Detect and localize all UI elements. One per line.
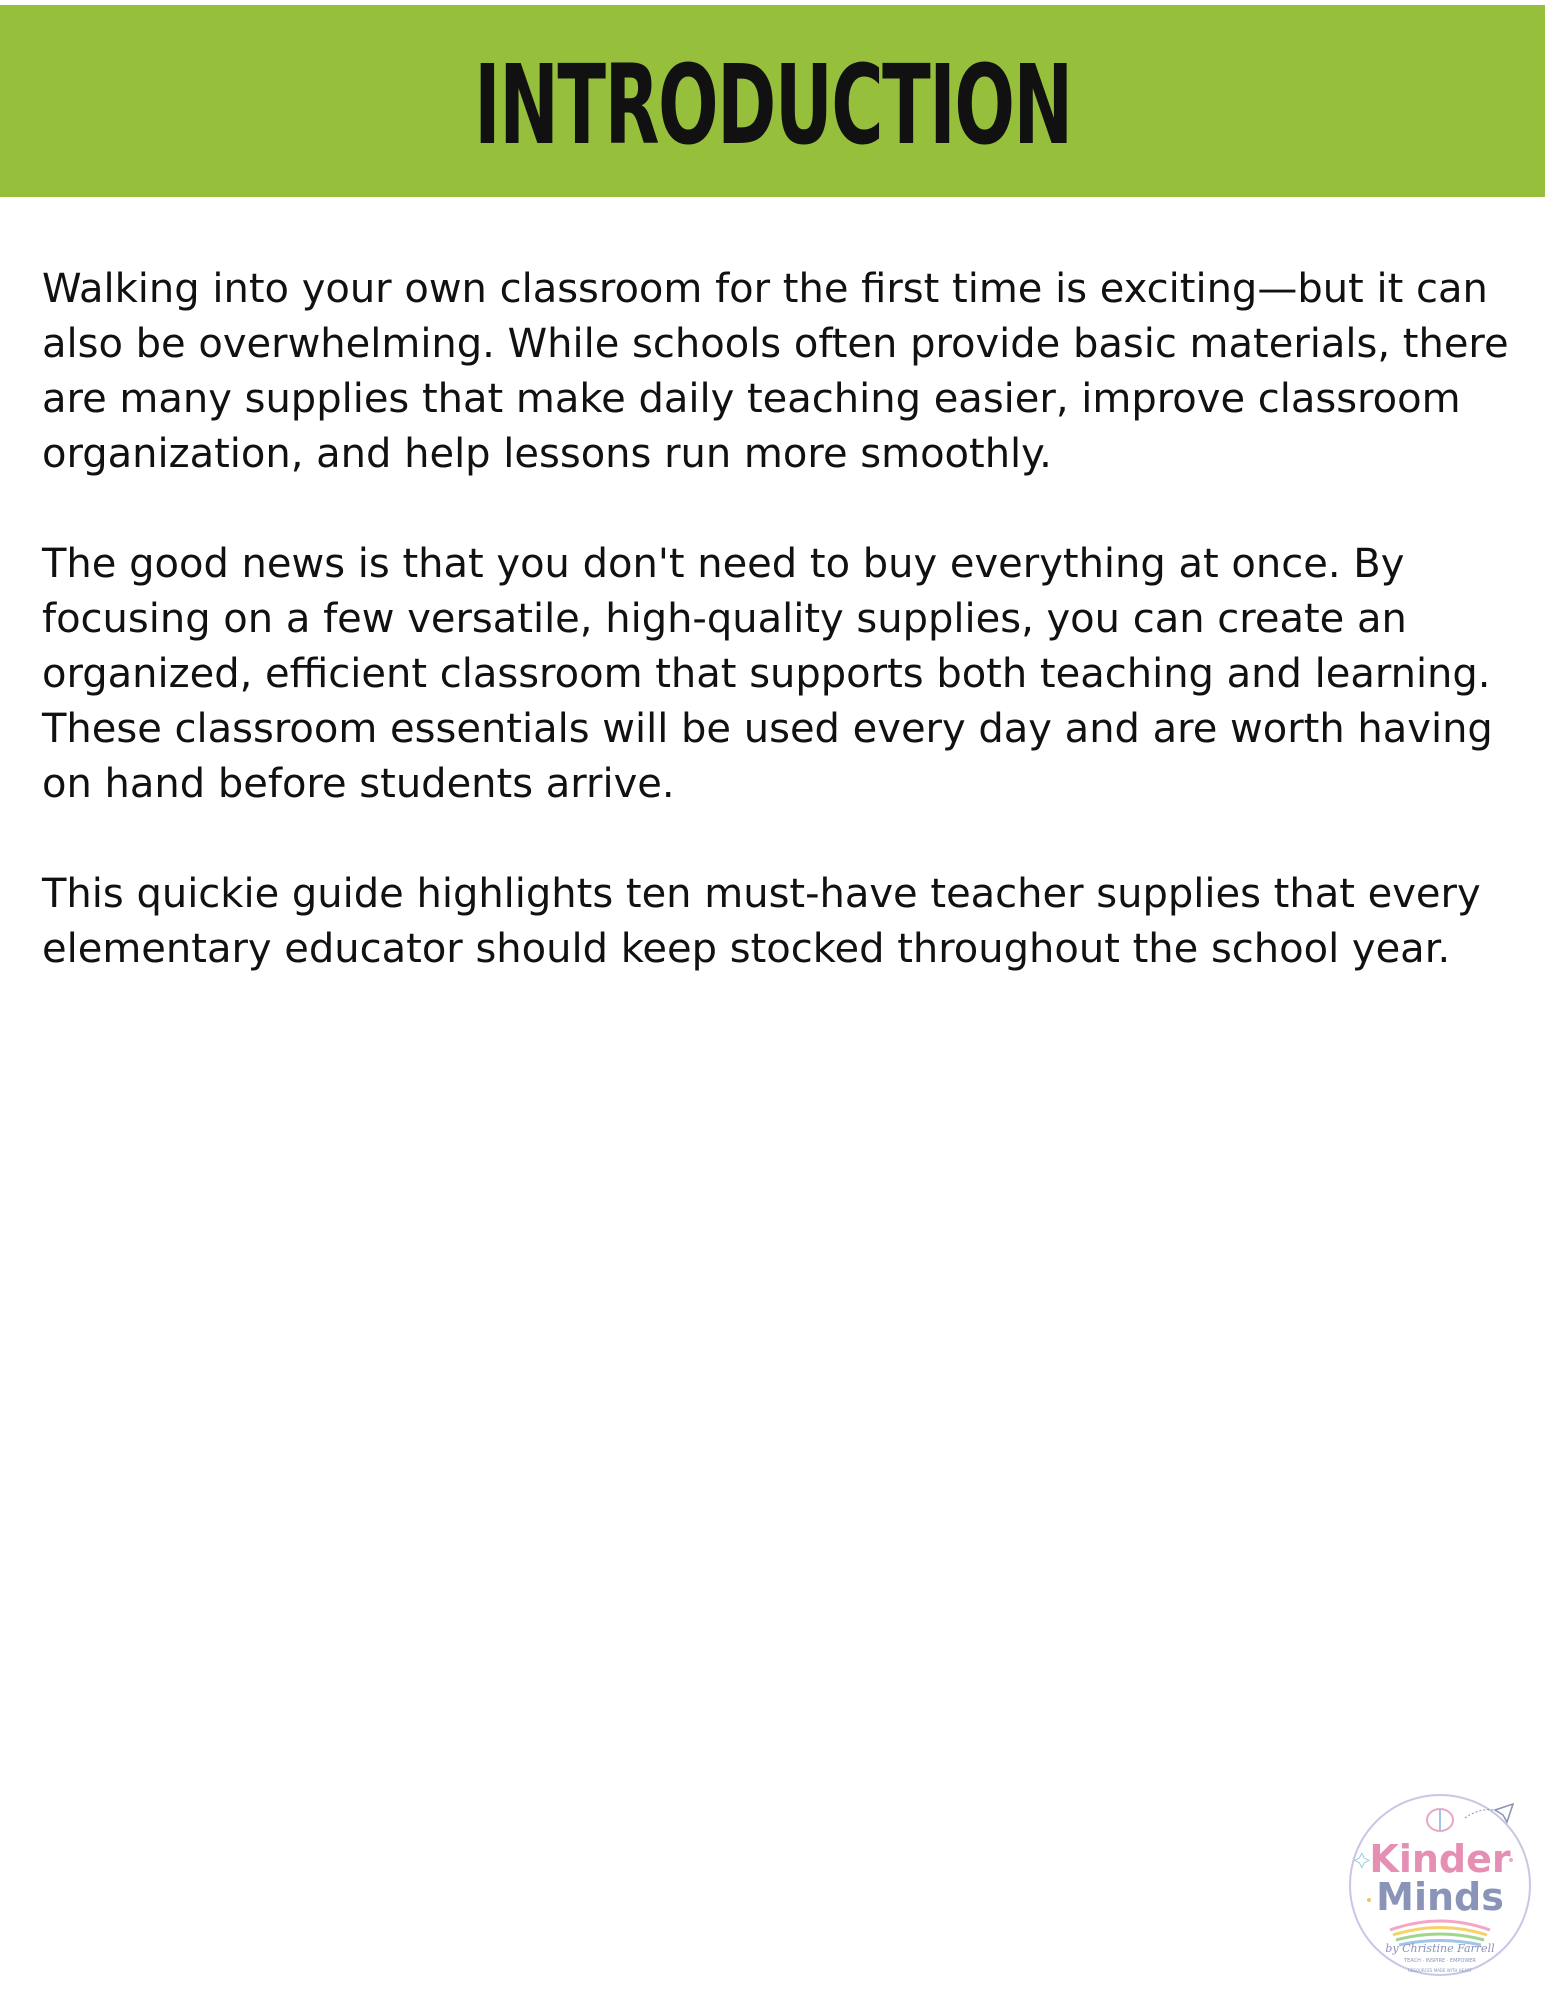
logo-graphic	[1345, 1790, 1535, 1980]
header-band	[0, 5, 1545, 197]
logo-tagline: TEACH · INSPIRE · EMPOWER	[1404, 1958, 1476, 1964]
kinder-minds-logo	[1345, 1790, 1535, 1980]
logo-line1: Kinder	[1369, 1837, 1511, 1881]
paragraph-2: The good news is that you don't need to buy everything at once. By focusing on a few versatile, high-quality supplies, you can create an organized, efficient classroom that supports both teaching and learning. These classroom essentials will be used every day and are worth having on hand before students arrive.	[42, 541, 1493, 807]
logo-line2: Minds	[1376, 1875, 1504, 1919]
body-text	[42, 262, 1512, 1032]
paragraph-3: This quickie guide highlights ten must-have teacher supplies that every elementary educator should keep stocked throughout the school year.	[42, 871, 1481, 972]
logo-byline: by Christine Farrell	[1385, 1942, 1495, 1955]
logo-ring-text: RESOURCES MADE WITH HEART	[1408, 1968, 1472, 1973]
page-title: INTRODUCTION	[473, 41, 1072, 169]
paragraph-1: Walking into your own classroom for the first time is exciting—but it can also be overwhelming. While schools often provide basic materials, there are many supplies that make daily teaching easier, improve classroom organization, and help lessons run more smoothly.	[42, 266, 1509, 477]
